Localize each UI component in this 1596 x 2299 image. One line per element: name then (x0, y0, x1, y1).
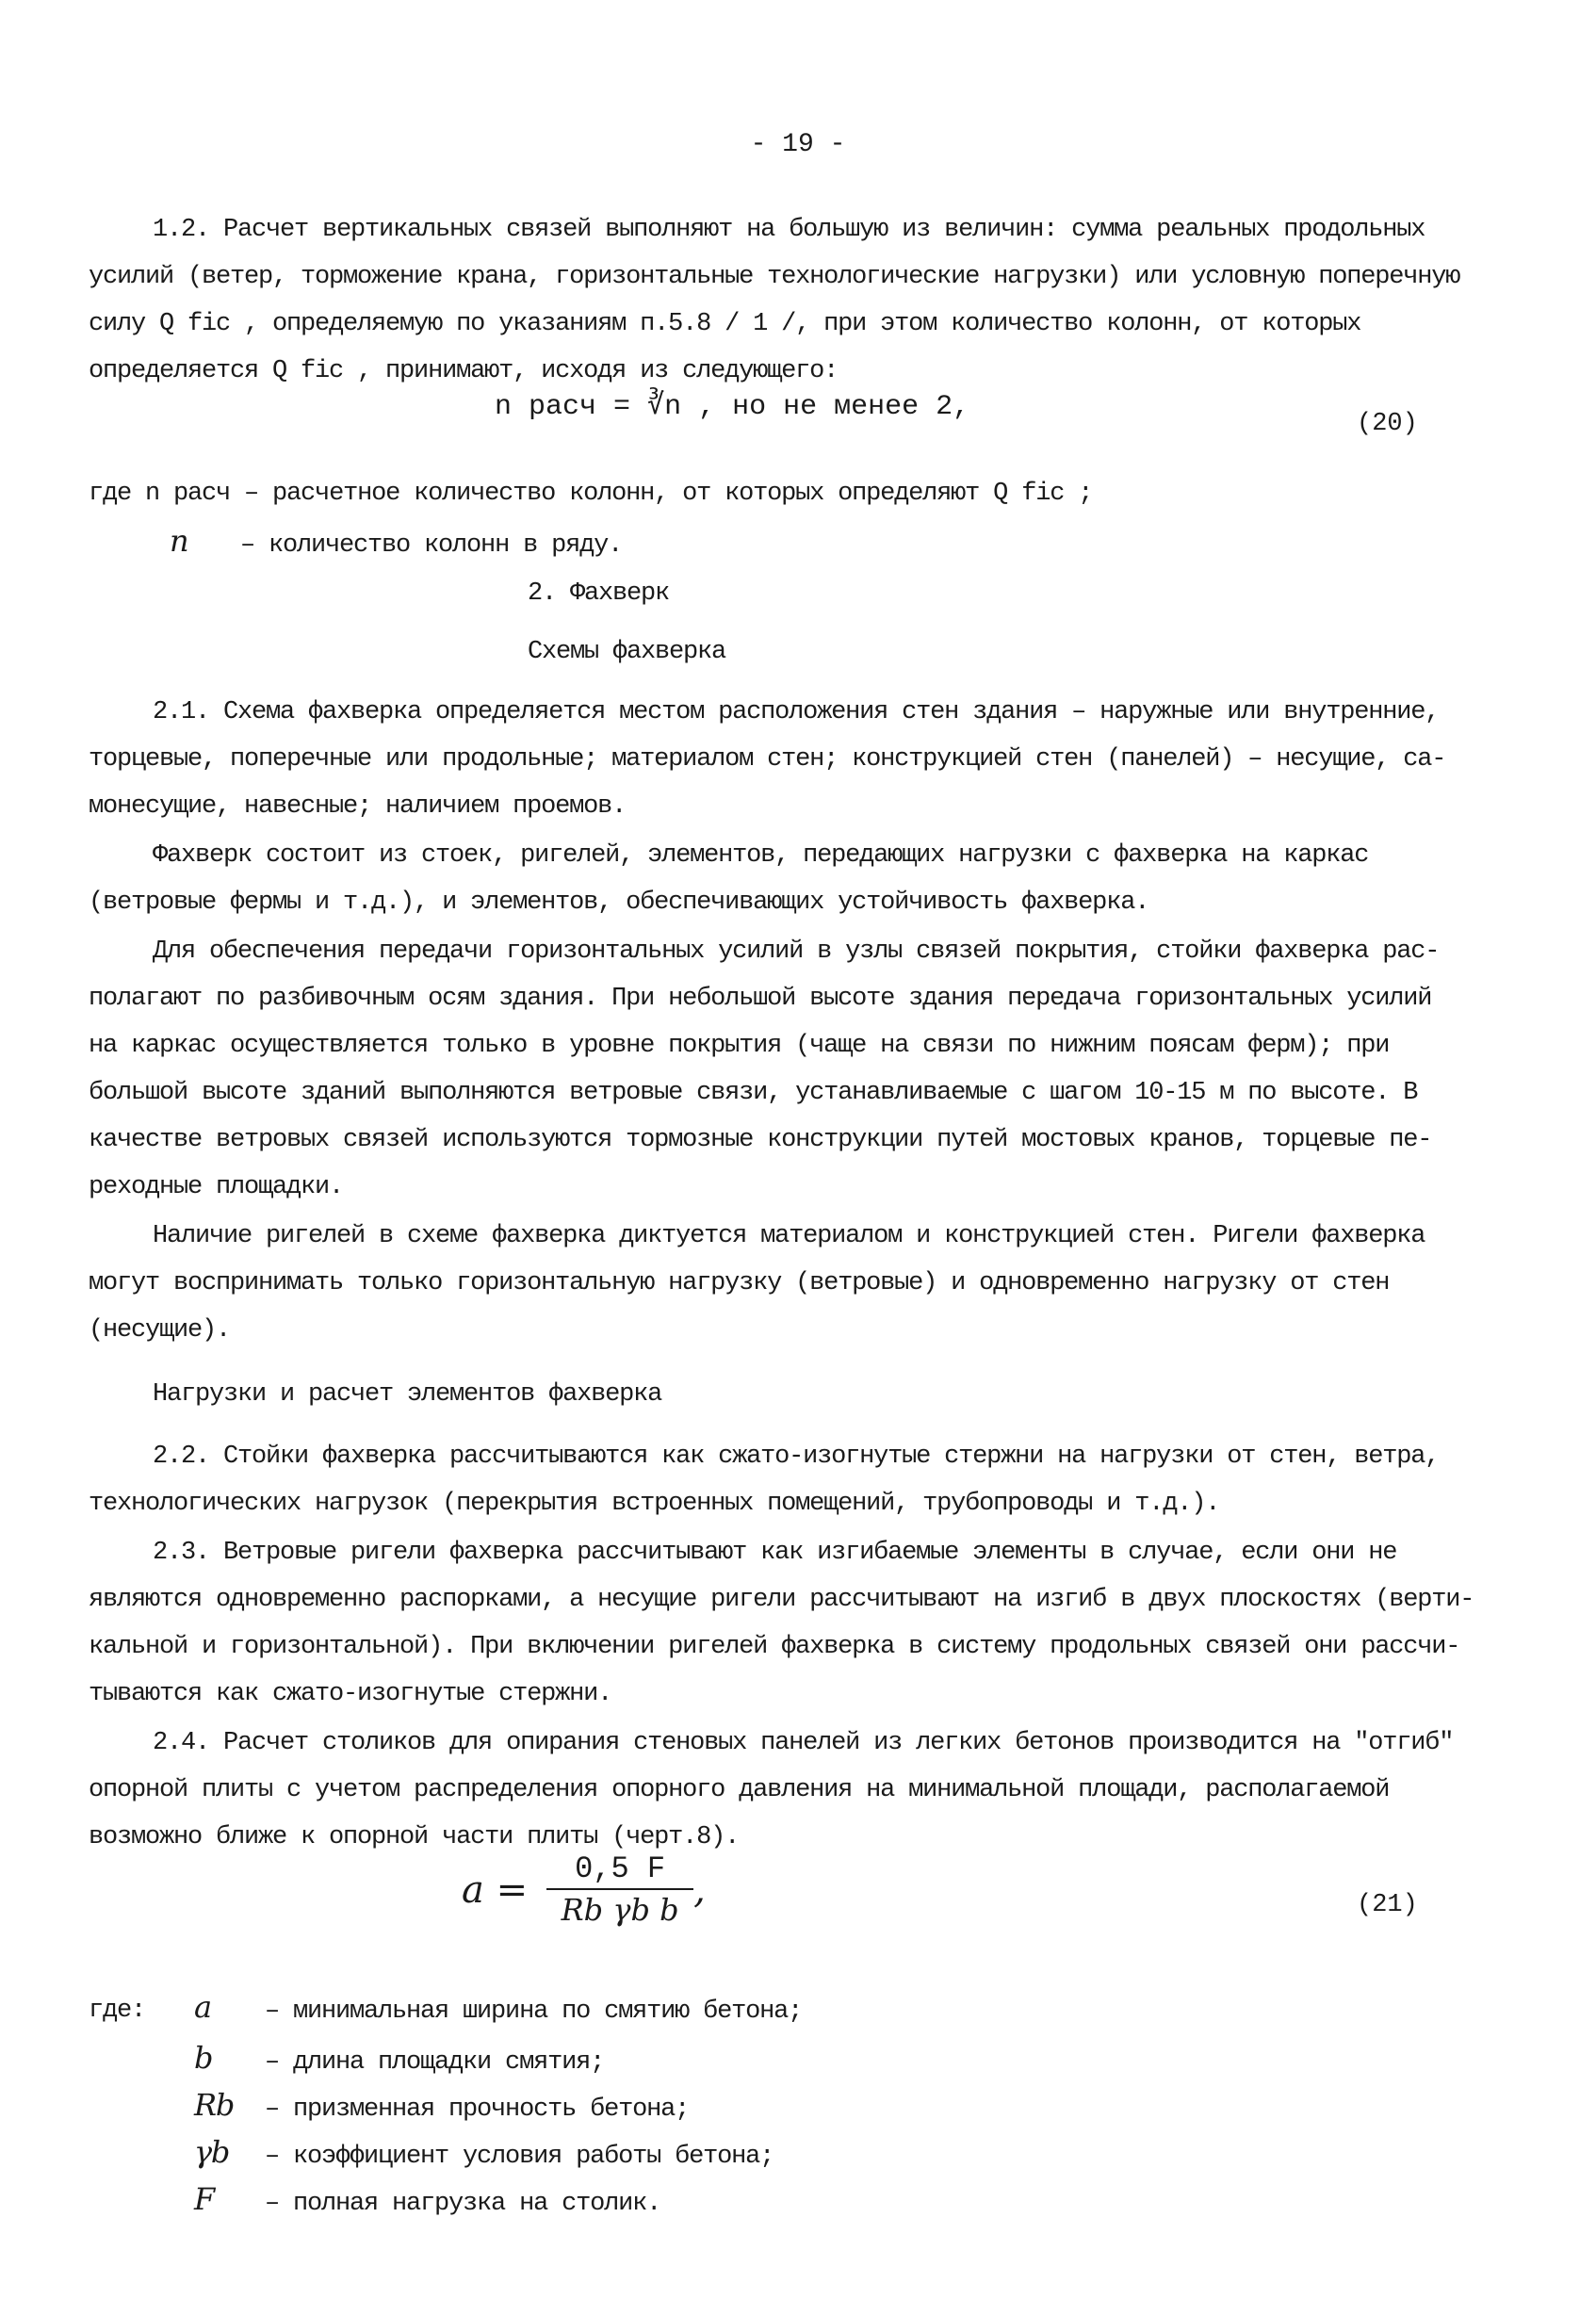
legend-21-label: где: (89, 1997, 146, 2025)
section-title: 2. Фахверк (528, 579, 670, 608)
paragraph-2-4-line-2: опорной плиты с учетом распределения опорного давления на минимальной площади, располагаемой (89, 1776, 1390, 1804)
paragraph-rigeli-line-3: (несущие). (89, 1316, 231, 1345)
subsection-title: Схемы фахверка (528, 638, 726, 666)
paragraph-2-3-line-3: кальной и горизонтальной). При включении ригелей фахверка в систему продольных связей они рассчи- (89, 1633, 1460, 1661)
paragraph-2-2-line-2: технологических нагрузок (перекрытия встроенных помещений, трубопроводы и т.д.). (89, 1490, 1220, 1518)
paragraph-2-2-line-1: 2.2. Стойки фахверка рассчитываются как сжато-изогнутые стержни на нагрузки от стен, ветра, (153, 1443, 1440, 1471)
legend-20-symbol: где n расч (89, 480, 231, 508)
paragraph-1-2-line-1: 1.2. Расчет вертикальных связей выполняют на большую из величин: сумма реальных продольных (153, 216, 1425, 244)
legend-21-symbol: b (194, 2040, 213, 2076)
paragraph-peredacha-line-1: Для обеспечения передачи горизонтальных усилий в узлы связей покрытия, стойки фахверка рас- (153, 938, 1440, 966)
paragraph-1-2-line-4: определяется Q fic , принимают, исходя из следующего: (89, 357, 839, 385)
formula-21-lhs: a = (462, 1867, 529, 1912)
paragraph-2-3-line-4: тываются как сжато-изогнутые стержни. (89, 1680, 612, 1708)
paragraph-peredacha-line-6: реходные площадки. (89, 1173, 344, 1201)
paragraph-1-2-line-2: усилий (ветер, торможение крана, горизонтальные технологические нагрузки) или условную поперечную (89, 263, 1460, 291)
paragraph-2-1-line-2: торцевые, поперечные или продольные; материалом стен; конструкцией стен (панелей) – несущие, са- (89, 745, 1446, 774)
legend-21-text: – призменная прочность бетона; (265, 2095, 690, 2124)
legend-21-text: – минимальная ширина по смятию бетона; (265, 1997, 803, 2026)
legend-20-text: – количество колонн в ряду. (240, 531, 623, 560)
paragraph-rigeli-line-1: Наличие ригелей в схеме фахверка диктуется материалом и конструкцией стен. Ригели фахверка (153, 1222, 1425, 1250)
legend-20-item (89, 477, 1445, 511)
formula-20-number: (20) (1357, 410, 1418, 438)
paragraph-2-1-line-3: монесущие, навесные; наличием проемов. (89, 792, 627, 821)
legend-21-item (194, 2135, 1551, 2174)
legend-21-symbol: a (194, 1989, 211, 2025)
formula-21-number: (21) (1357, 1891, 1418, 1919)
legend-21-symbol: F (194, 2181, 215, 2217)
legend-21-text: – коэффициент условия работы бетона; (265, 2143, 774, 2171)
legend-21-item (194, 2041, 1551, 2079)
formula-21 (462, 1851, 706, 1928)
paragraph-2-4-line-1: 2.4. Расчет столиков для опирания стеновых панелей из легких бетонов производится на "отгиб" (153, 1729, 1454, 1757)
legend-20-item (170, 524, 1526, 563)
paragraph-2-4-line-3: возможно ближе к опорной части плиты (черт.8). (89, 1823, 740, 1851)
legend-20-text: – расчетное количество колонн, от которых определяют Q fic ; (244, 480, 1093, 508)
legend-21-symbol: γb (194, 2134, 230, 2170)
paragraph-peredacha-line-2: полагают по разбивочным осям здания. При небольшой высоте здания передача горизонтальных усилий (89, 985, 1432, 1013)
legend-21-text: – полная нагрузка на столик. (265, 2190, 661, 2218)
formula-21-fraction (546, 1851, 693, 1928)
legend-21-item (194, 2088, 1551, 2127)
paragraph-peredacha-line-4: большой высоте зданий выполняются ветровые связи, устанавливаемые с шагом 10-15 м по высоте. В (89, 1079, 1418, 1107)
page-number: - 19 - (750, 130, 846, 159)
formula-21-numerator: 0,5 F (546, 1851, 693, 1890)
legend-21-symbol: Rb (194, 2087, 235, 2123)
legend-21-item (194, 1990, 1551, 2029)
paragraph-peredacha-line-3: на каркас осуществляется только в уровне покрытия (чаще на связи по нижним поясам ферм); при (89, 1032, 1390, 1060)
heading-loads: Нагрузки и расчет элементов фахверка (153, 1380, 662, 1409)
formula-21-denominator: Rb γb b (561, 1892, 679, 1928)
paragraph-fakhverk-line-1: Фахверк состоит из стоек, ригелей, элементов, передающих нагрузки с фахверка на каркас (153, 841, 1369, 870)
legend-21-item (194, 2182, 1551, 2221)
legend-20-symbol: n (170, 523, 188, 559)
legend-21-text: – длина площадки смятия; (265, 2048, 605, 2077)
paragraph-1-2-line-3: силу Q fic , определяемую по указаниям п.5.8 / 1 /, при этом количество колонн, от которых (89, 310, 1361, 338)
paragraph-2-3-line-2: являются одновременно распорками, а несущие ригели рассчитывают на изгиб в двух плоскостях (верти- (89, 1586, 1474, 1614)
paragraph-rigeli-line-2: могут воспринимать только горизонтальную нагрузку (ветровые) и одновременно нагрузку от стен (89, 1269, 1390, 1297)
paragraph-2-3-line-1: 2.3. Ветровые ригели фахверка рассчитывают как изгибаемые элементы в случае, если они не (153, 1539, 1397, 1567)
formula-20: n расч = ∛n , но не менее 2, (495, 391, 970, 423)
paragraph-2-1-line-1: 2.1. Схема фахверка определяется местом расположения стен здания – наружные или внутренние, (153, 698, 1440, 726)
paragraph-peredacha-line-5: качестве ветровых связей используются тормозные конструкции путей мостовых кранов, торцевые пе- (89, 1126, 1432, 1154)
formula-21-tail: , (693, 1867, 706, 1912)
paragraph-fakhverk-line-2: (ветровые фермы и т.д.), и элементов, обеспечивающих устойчивость фахверка. (89, 889, 1149, 917)
